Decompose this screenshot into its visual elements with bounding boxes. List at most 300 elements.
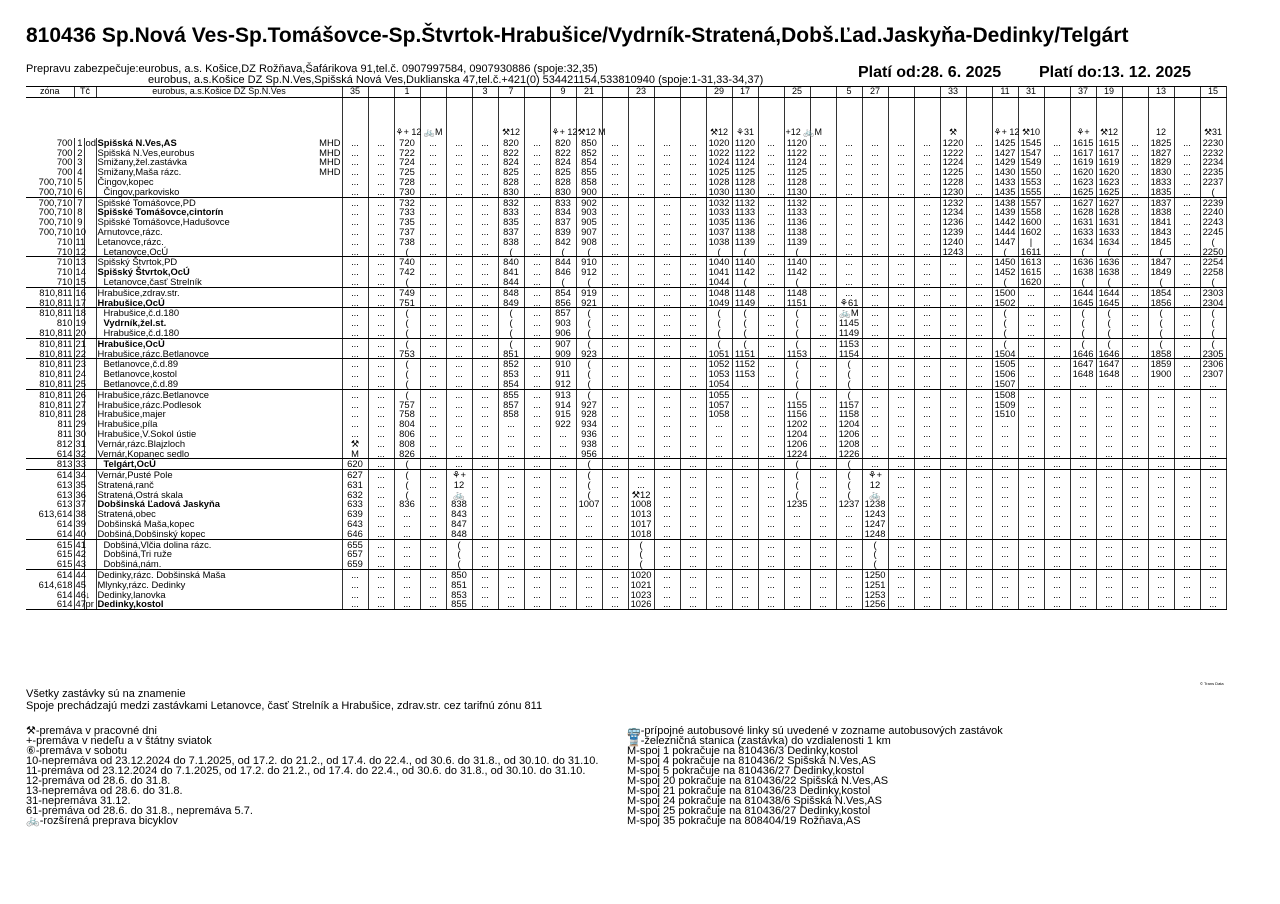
departure-time: ( [1096, 338, 1122, 348]
departure-time: ... [420, 480, 446, 490]
departure-time: 639 [342, 509, 368, 519]
departure-time: ... [888, 459, 914, 470]
departure-time: ... [368, 138, 394, 148]
departure-time: ... [1044, 298, 1070, 308]
departure-time: 1638 [1096, 267, 1122, 277]
departure-time: ( [576, 247, 602, 257]
departure-time: 1447 [992, 237, 1018, 247]
departure-time: ... [602, 207, 628, 217]
departure-time: ( [498, 308, 524, 318]
departure-time: ( [836, 359, 862, 369]
departure-time: ... [966, 197, 992, 207]
departure-time: ... [368, 439, 394, 449]
departure-time: ... [862, 409, 888, 419]
departure-time: ... [524, 449, 550, 459]
stop-zone: 700 [56, 136, 73, 148]
legend-item: M-spoj 4 pokračuje na 810436/2 Spišská N.Ves,AS [627, 755, 876, 767]
departure-time: ... [758, 148, 784, 158]
departure-time: ... [966, 470, 992, 480]
departure-time: ... [446, 267, 472, 277]
stop-number: 3 [74, 157, 84, 167]
departure-time: 1152 [732, 359, 758, 369]
departure-time: ... [1044, 318, 1070, 328]
departure-time: ... [888, 519, 914, 529]
departure-time: ... [966, 519, 992, 529]
departure-time: ... [1018, 379, 1044, 389]
departure-time: ... [1122, 549, 1148, 559]
departure-time: ... [992, 590, 1018, 600]
departure-time: ... [472, 338, 498, 348]
stop-zone: 710 [56, 235, 73, 247]
departure-time: ... [368, 298, 394, 308]
departure-time: ... [1044, 247, 1070, 257]
legend-item: M-spoj 24 pokračuje na 810438/6 Spišská N.Ves,AS [627, 795, 882, 807]
departure-time: ... [862, 439, 888, 449]
departure-time: ( [784, 459, 810, 470]
departure-time: 1648 [1096, 369, 1122, 379]
departure-time: ... [420, 207, 446, 217]
departure-time: ... [862, 267, 888, 277]
departure-time: ... [888, 138, 914, 148]
departure-time: 1157 [836, 400, 862, 410]
departure-time: 758 [394, 409, 420, 419]
departure-time: ... [680, 157, 706, 167]
departure-time: ... [680, 338, 706, 348]
departure-time: ... [368, 349, 394, 359]
departure-time: ... [732, 419, 758, 429]
departure-time: ... [1018, 590, 1044, 600]
departure-time: ... [602, 227, 628, 237]
departure-time: 834 [550, 207, 576, 217]
departure-time: ... [368, 459, 394, 470]
stop-name-cell [96, 529, 342, 539]
departure-time: 1052 [706, 359, 732, 369]
departure-time: ... [1174, 570, 1200, 580]
departure-time: 844 [498, 277, 524, 287]
departure-time: ... [524, 267, 550, 277]
departure-time: ... [1122, 389, 1148, 399]
departure-time: ... [628, 298, 654, 308]
departure-time: ... [1018, 389, 1044, 399]
departure-time: ... [1174, 389, 1200, 399]
trip-symbols: ⚒12 [706, 97, 732, 138]
departure-time: 956 [576, 449, 602, 459]
departure-time: ... [524, 499, 550, 509]
departure-time: ... [940, 539, 966, 549]
departure-time: ... [966, 549, 992, 559]
departure-time: ... [368, 509, 394, 519]
legend-item: ⚒-premáva v pracovné dni [26, 725, 157, 737]
departure-time: ... [446, 167, 472, 177]
departure-time: ... [420, 499, 446, 509]
trip-symbols: ⚒12 M [576, 97, 602, 138]
departure-time: ... [966, 247, 992, 257]
stop-name: Dobšiná,nám. [103, 558, 162, 570]
departure-time: ... [472, 539, 498, 549]
departure-time: ... [1018, 580, 1044, 590]
departure-time: ... [1044, 287, 1070, 297]
departure-time: ... [628, 148, 654, 158]
stop-name: Smižany,Maša rázc. [97, 166, 182, 178]
departure-time: ... [602, 470, 628, 480]
departure-time: ... [836, 217, 862, 227]
departure-time: ... [862, 308, 888, 318]
departure-time: ... [1018, 287, 1044, 297]
stop-row [26, 308, 1226, 318]
departure-time: ... [758, 369, 784, 379]
departure-time: ... [1044, 389, 1070, 399]
departure-time: ... [524, 197, 550, 207]
departure-time: ... [420, 599, 446, 609]
departure-time: 1253 [862, 590, 888, 600]
departure-time: ... [1122, 419, 1148, 429]
departure-time: 627 [342, 470, 368, 480]
stop-number: 35 [75, 478, 86, 490]
departure-time: ... [1096, 439, 1122, 449]
symbol-row-spacer [26, 97, 342, 138]
departure-time: 1139 [732, 237, 758, 247]
departure-time: 1628 [1070, 207, 1096, 217]
departure-time: ... [368, 267, 394, 277]
stop-name: Hrabušice,majer [97, 408, 166, 420]
departure-time: ... [1122, 138, 1148, 148]
departure-time: ... [524, 369, 550, 379]
departure-time: ... [836, 257, 862, 267]
departure-time: ( [784, 308, 810, 318]
stop-zone: 812 [56, 437, 73, 449]
departure-time: ... [628, 379, 654, 389]
departure-time: ( [1200, 318, 1226, 328]
departure-time: ... [654, 207, 680, 217]
departure-time: ... [1018, 499, 1044, 509]
stop-number: 16 [75, 286, 86, 298]
departure-time: ... [1148, 580, 1174, 590]
stop-zone: 614 [56, 469, 73, 481]
trip-number: 21 [576, 87, 602, 98]
departure-time: ... [992, 559, 1018, 569]
departure-time: ... [992, 519, 1018, 529]
departure-time: ... [1122, 400, 1148, 410]
departure-time: ... [966, 277, 992, 287]
departure-time: 1647 [1096, 359, 1122, 369]
departure-time: ... [680, 590, 706, 600]
departure-time: ... [1018, 439, 1044, 449]
stop-row [26, 148, 1226, 158]
stop-name: Dedinky,rázc. Dobšinská Maša [97, 569, 226, 581]
departure-time: ... [810, 499, 836, 509]
departure-time: ... [654, 519, 680, 529]
departure-time: ... [810, 509, 836, 519]
departure-time: ( [784, 480, 810, 490]
legend-item: M-spoj 20 pokračuje na 810436/22 Spišská N.Ves,AS [627, 775, 889, 787]
departure-time: ... [472, 207, 498, 217]
departure-time: ( [706, 338, 732, 348]
departure-time: 1615 [1018, 267, 1044, 277]
departure-time: ... [342, 187, 368, 197]
legend-item: ⑥-premáva v sobotu [26, 745, 127, 757]
departure-time: 1138 [732, 227, 758, 237]
departure-time: ... [940, 267, 966, 277]
stop-name: Dobšiná,Vlčia dolina rázc. [103, 538, 212, 550]
trip-symbols [628, 97, 654, 138]
trip-symbols: +12 🚲M [784, 97, 810, 138]
stop-number: 41 [75, 538, 86, 550]
departure-time: ... [862, 379, 888, 389]
departure-time: ( [1096, 328, 1122, 338]
departure-time: ... [394, 519, 420, 529]
departure-time: 655 [342, 539, 368, 549]
stop-number: 11 [75, 235, 86, 247]
departure-time: ... [1018, 328, 1044, 338]
departure-time: ... [758, 580, 784, 590]
trip-number [810, 87, 836, 98]
departure-time: ... [576, 599, 602, 609]
departure-time: ... [732, 529, 758, 539]
departure-time: ... [628, 257, 654, 267]
departure-time: ... [1018, 338, 1044, 348]
departure-time: ... [368, 217, 394, 227]
departure-time: ... [914, 480, 940, 490]
departure-time: 2235 [1200, 167, 1226, 177]
departure-time: ... [1122, 308, 1148, 318]
departure-time: ... [524, 318, 550, 328]
departure-time: ... [628, 167, 654, 177]
departure-time: ... [810, 419, 836, 429]
departure-time: 1049 [706, 298, 732, 308]
departure-time: ... [940, 298, 966, 308]
stop-name: Čingov,kopec [97, 175, 154, 187]
departure-time: 826 [394, 449, 420, 459]
departure-time: ... [914, 509, 940, 519]
departure-time: 2240 [1200, 207, 1226, 217]
departure-time: ... [524, 480, 550, 490]
departure-time: ... [1044, 197, 1070, 207]
departure-time: ... [368, 207, 394, 217]
departure-time: ( [706, 318, 732, 328]
departure-time: ... [732, 400, 758, 410]
departure-time: 1833 [1148, 177, 1174, 187]
departure-time: ... [706, 470, 732, 480]
departure-time: ... [758, 237, 784, 247]
departure-time: ... [1044, 379, 1070, 389]
departure-time: ... [1044, 599, 1070, 609]
direction-marker [84, 207, 96, 217]
departure-time: ... [1122, 580, 1148, 590]
departure-time: ... [420, 237, 446, 247]
departure-time: ... [914, 308, 940, 318]
departure-time: 1633 [1070, 227, 1096, 237]
stop-name: Betlanovce,č.d.89 [103, 377, 179, 389]
departure-time: ... [654, 400, 680, 410]
legend-item: 🚆-železničná stanica (zastávka) do vzdialenosti 1 km [627, 735, 891, 747]
departure-time: 631 [342, 480, 368, 490]
departure-time: ... [654, 177, 680, 187]
departure-time: ... [966, 400, 992, 410]
departure-time: ... [966, 580, 992, 590]
departure-time: ... [602, 338, 628, 348]
departure-time: ... [602, 570, 628, 580]
departure-time: 1439 [992, 207, 1018, 217]
departure-time: ... [966, 389, 992, 399]
departure-time: ... [368, 328, 394, 338]
departure-time: ... [602, 167, 628, 177]
departure-time: ... [1044, 539, 1070, 549]
departure-time: ... [1174, 167, 1200, 177]
departure-time: ... [524, 379, 550, 389]
departure-time: 1238 [862, 499, 888, 509]
departure-time: ... [1200, 379, 1226, 389]
departure-time: ... [446, 308, 472, 318]
departure-time: ... [680, 148, 706, 158]
departure-time: ... [342, 318, 368, 328]
departure-time: ... [654, 559, 680, 569]
stop-number: 34 [75, 469, 86, 481]
departure-time: 840 [498, 257, 524, 267]
departure-time: ... [758, 217, 784, 227]
trip-number: 1 [394, 87, 420, 98]
departure-time: 1646 [1096, 349, 1122, 359]
departure-time: ... [966, 509, 992, 519]
departure-time: ... [1174, 187, 1200, 197]
departure-time: ... [628, 287, 654, 297]
departure-time: ... [1044, 148, 1070, 158]
departure-time: 936 [576, 429, 602, 439]
departure-time: ... [914, 369, 940, 379]
departure-time: ... [1122, 277, 1148, 287]
trip-number [1174, 87, 1200, 98]
trip-number: 11 [992, 87, 1018, 98]
departure-time: ... [628, 138, 654, 148]
stop-name: Dedinky,kostol [97, 598, 164, 610]
departure-time: ... [758, 227, 784, 237]
departure-time: ... [888, 247, 914, 257]
departure-time: ... [446, 359, 472, 369]
departure-time: ... [1174, 328, 1200, 338]
trip-symbols [1044, 97, 1070, 138]
departure-time: ... [524, 359, 550, 369]
departure-time: ... [758, 138, 784, 148]
departure-time: 1858 [1148, 349, 1174, 359]
direction-marker: od [85, 136, 96, 148]
departure-time: 1636 [1070, 257, 1096, 267]
departure-time: ... [550, 449, 576, 459]
departure-time: 1140 [732, 257, 758, 267]
departure-time: ... [966, 570, 992, 580]
departure-time: ... [394, 590, 420, 600]
departure-time: ... [862, 157, 888, 167]
departure-time: ... [966, 419, 992, 429]
departure-time: ... [1044, 499, 1070, 509]
legend-item: 61-premáva od 28.6. do 31.8., nepremáva 5.7. [26, 805, 253, 817]
departure-time: 1220 [940, 138, 966, 148]
departure-time: ... [1122, 287, 1148, 297]
legend-item: M-spoj 25 pokračuje na 810436/27 Dedinky,kostol [627, 805, 871, 817]
departure-time: ... [810, 247, 836, 257]
stop-number: 6 [74, 187, 84, 197]
departure-time: ... [940, 590, 966, 600]
departure-time: ... [628, 480, 654, 490]
departure-time: ... [472, 470, 498, 480]
departure-time: 749 [394, 287, 420, 297]
departure-time: ... [524, 389, 550, 399]
trip-symbols: ⚒12 [1096, 97, 1122, 138]
departure-time: ... [758, 519, 784, 529]
departure-time: ... [836, 539, 862, 549]
departure-time: ... [1148, 549, 1174, 559]
departure-time: ... [836, 167, 862, 177]
departure-time: 837 [498, 227, 524, 237]
departure-time: ⚘+ [862, 470, 888, 480]
stop-name: Hrabušice,rázc.Podlesok [97, 398, 202, 410]
departure-time: ... [992, 480, 1018, 490]
departure-time: ... [602, 157, 628, 167]
stop-row [26, 429, 1226, 439]
departure-time: ... [472, 590, 498, 600]
trip-number: 37 [1070, 87, 1096, 98]
departure-time: 822 [498, 148, 524, 158]
departure-time: ... [940, 328, 966, 338]
departure-time: 909 [550, 349, 576, 359]
departure-time: ... [784, 590, 810, 600]
departure-time: ... [862, 419, 888, 429]
departure-time: 2243 [1200, 217, 1226, 227]
stop-row [26, 529, 1226, 539]
stop-number: 20 [75, 326, 86, 338]
departure-time: ... [1174, 287, 1200, 297]
departure-time: 757 [394, 400, 420, 410]
departure-time: 915 [550, 409, 576, 419]
departure-time: ... [1018, 470, 1044, 480]
departure-time: ( [732, 338, 758, 348]
departure-time: ... [1174, 148, 1200, 158]
departure-time: ... [654, 480, 680, 490]
stop-zone: 810,811 [26, 298, 74, 308]
departure-time: ... [524, 549, 550, 559]
departure-time: ... [1122, 217, 1148, 227]
departure-time: ... [1044, 277, 1070, 287]
departure-time: ... [836, 599, 862, 609]
departure-time: 1438 [992, 197, 1018, 207]
legend-item: 31-nepremáva 31.12. [26, 795, 131, 807]
departure-time: 2232 [1200, 148, 1226, 158]
departure-time: ... [810, 298, 836, 308]
departure-time: ... [732, 429, 758, 439]
departure-time: 1132 [732, 197, 758, 207]
departure-time: ... [680, 207, 706, 217]
departure-time: ... [1174, 509, 1200, 519]
departure-time: ... [810, 470, 836, 480]
departure-time: ... [368, 167, 394, 177]
departure-time: 837 [550, 217, 576, 227]
departure-time: 1825 [1148, 138, 1174, 148]
departure-time: ... [472, 509, 498, 519]
remarks [26, 689, 542, 711]
departure-time: 725 [394, 167, 420, 177]
departure-time: ( [862, 559, 888, 569]
departure-time: ... [368, 157, 394, 167]
departure-time: 911 [550, 369, 576, 379]
departure-time: ... [498, 439, 524, 449]
departure-time: ... [1122, 369, 1148, 379]
departure-time: 843 [446, 509, 472, 519]
departure-time: ( [576, 328, 602, 338]
departure-time: ... [524, 247, 550, 257]
departure-time: ... [472, 287, 498, 297]
stop-row [26, 227, 1226, 237]
departure-time: ( [1148, 318, 1174, 328]
departure-time: ... [472, 167, 498, 177]
departure-time: 1033 [706, 207, 732, 217]
